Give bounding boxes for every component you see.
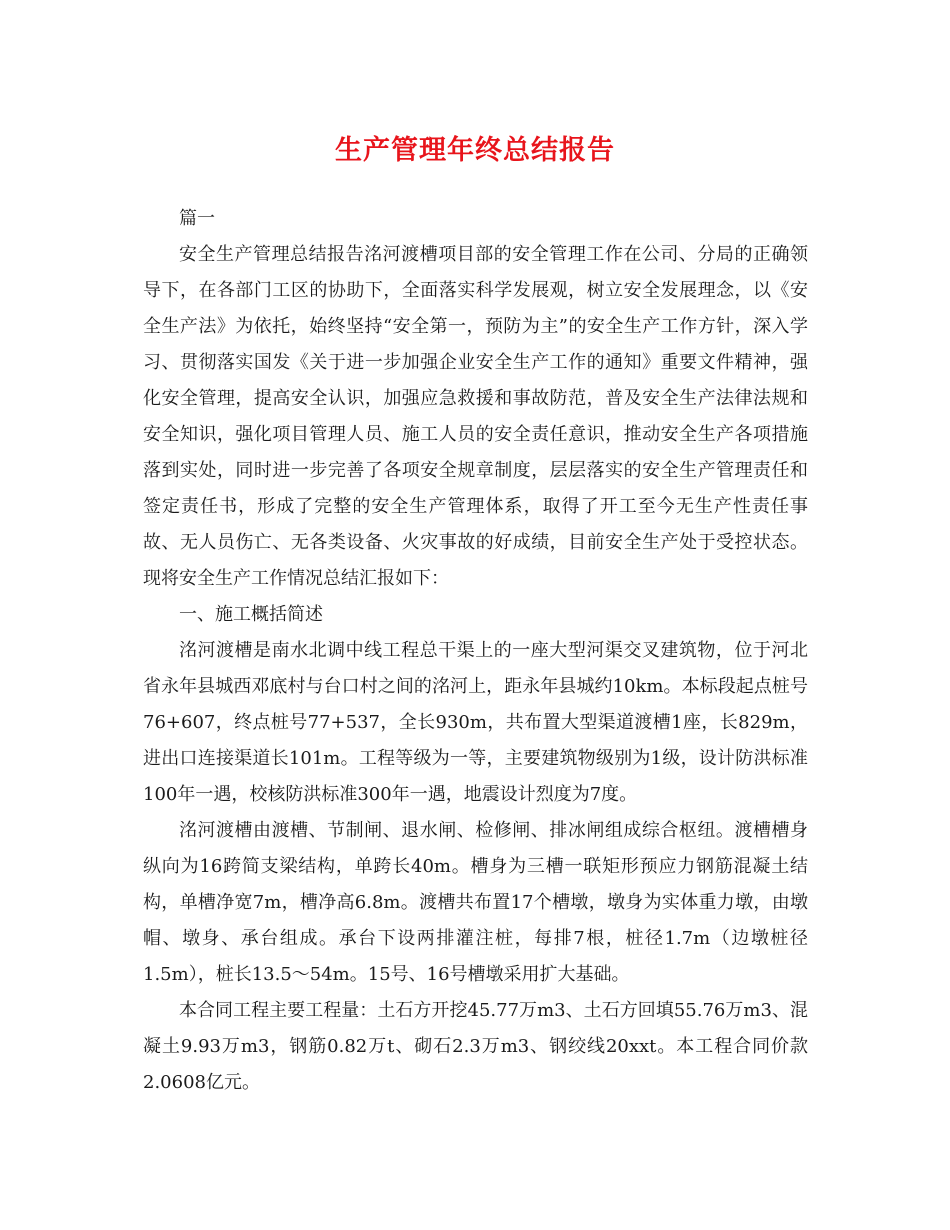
section-label: 篇一 <box>179 208 215 229</box>
paragraph-quantities: 本合同工程主要工程量：土石方开挖45.77万m3、土石方回填55.76万m3、混凝土9.93万m3，钢筋0.82万t、砌石2.3万m3、钢绞线20xxt。本工程合同价款2.0608亿元。 <box>143 1000 808 1093</box>
paragraph-intro: 安全生产管理总结报告洺河渡槽项目部的安全管理工作在公司、分局的正确领导下，在各部门工区的协助下，全面落实科学发展观，树立安全发展理念，以《安全生产法》为依托，始终坚持“安全第一，预防为主”的安全生产工作方针，深入学习、贯彻落实国发《关于进一步加强企业安全生产工作的通知》重要文件精神，强化安全管理，提高安全认识，加强应急救援和事故防范，普及安全生产法律法规和安全知识，强化项目管理人员、施工人员的安全责任意识，推动安全生产各项措施落到实处，同时进一步完善了各项安全规章制度，层层落实的安全生产管理责任和签定责任书，形成了完整的安全生产管理体系，取得了开工至今无生产性责任事故、无人员伤亡、无各类设备、火灾事故的好成绩，目前安全生产处于受控状态。现将安全生产工作情况总结汇报如下： <box>143 244 808 589</box>
paragraph-overview: 洺河渡槽是南水北调中线工程总干渠上的一座大型河渠交叉建筑物，位于河北省永年县城西邓底村与台口村之间的洺河上，距永年县城约10km。本标段起点桩号76+607，终点桩号77+537，全长930m，共布置大型渠道渡槽1座，长829m，进出口连接渠道长101m。工程等级为一等，主要建筑物级别为1级，设计防洪标准100年一遇，校核防洪标准300年一遇，地震设计烈度为7度。 <box>143 640 808 805</box>
paragraph-structure: 洺河渡槽由渡槽、节制闸、退水闸、检修闸、排冰闸组成综合枢纽。渡槽槽身纵向为16跨简支梁结构，单跨长40m。槽身为三槽一联矩形预应力钢筋混凝土结构，单槽净宽7m，槽净高6.8m。渡槽共布置17个槽墩，墩身为实体重力墩，由墩帽、墩身、承台组成。承台下设两排灌注桩，每排7根，桩径1.7m（边墩桩径1.5m），桩长13.5～54m。15号、16号槽墩采用扩大基础。 <box>143 820 808 985</box>
document-title: 生产管理年终总结报告 <box>335 135 615 166</box>
document-body <box>143 201 808 1101</box>
section-heading: 一、施工概括简述 <box>179 604 323 625</box>
